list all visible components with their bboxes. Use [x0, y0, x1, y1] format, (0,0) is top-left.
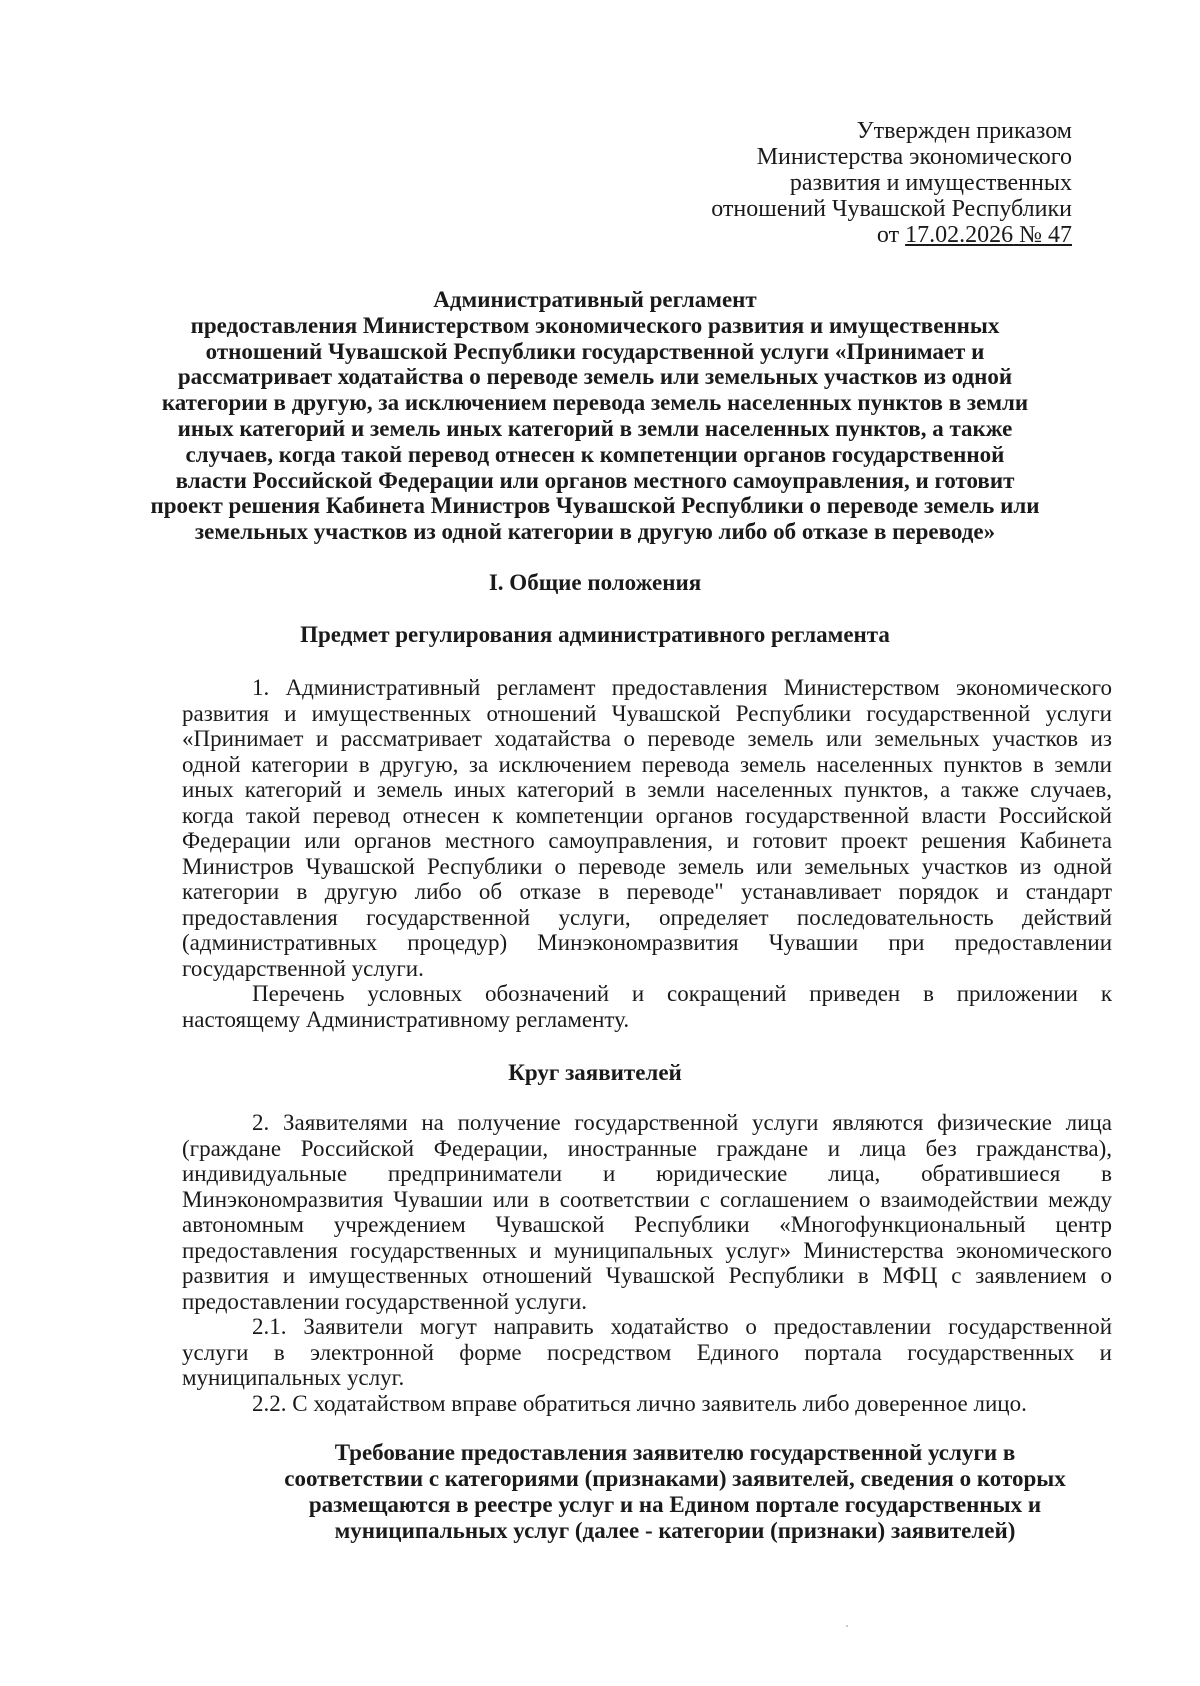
text-line: индивидуальные предприниматели и юридические лица, обратившиеся в: [182, 1161, 1112, 1186]
text-line: Минэкономразвития Чувашии или в соответствии с соглашением о взаимодействии между: [182, 1186, 1112, 1212]
subsection-heading: [230, 1440, 1120, 1544]
approval-line: Министерства экономического: [756, 144, 1072, 170]
text-line: государственной услуги.: [182, 955, 424, 981]
text-line: 2.1. Заявители могут направить ходатайство о предоставлении государственной: [252, 1314, 1112, 1339]
subsection-heading: Круг заявителей: [508, 1060, 682, 1085]
text-line: 2. Заявителями на получение государственной услуги являются физические лица: [252, 1110, 1112, 1135]
text-line: услуги в электронной форме посредством Единого портала государственных и: [182, 1339, 1112, 1365]
title-line: земельных участков из одной категории в другую либо об отказе в переводе»: [194, 519, 996, 545]
section-heading: I. Общие положения: [488, 570, 702, 595]
title-line: проект решения Кабинета Министров Чувашской Республики о переводе земель или: [150, 493, 1040, 519]
approval-line: отношений Чувашской Республики: [711, 196, 1072, 222]
heading-line: Требование предоставления заявителю государственной услуги в: [334, 1440, 1016, 1465]
title-line: категории в другую, за исключением перевода земель населенных пунктов в земли: [161, 390, 1029, 416]
text-line: когда такой перевод отнесен к компетенции органов государственной власти Российской: [182, 802, 1112, 828]
heading-line: муниципальных услуг (далее - категории (признаки) заявителей): [334, 1518, 1016, 1543]
document-title: [150, 287, 1040, 545]
approval-block: [711, 118, 1072, 248]
approval-date-line: [711, 222, 1072, 248]
heading-line: соответствии с категориями (признаками) заявителей, сведения о которых: [284, 1466, 1066, 1491]
approval-line: Утвержден приказом: [856, 118, 1072, 144]
text-line: предоставления государственных и муниципальных услуг» Министерства экономического: [182, 1237, 1112, 1263]
title-line: предоставления Министерством экономического развития и имущественных: [190, 312, 1000, 338]
text-line: Федерации или органов местного самоуправления, и готовит проект решения Кабинета: [182, 828, 1112, 853]
scan-speck: [846, 1625, 848, 1627]
text-line: предоставления государственной услуги, определяет последовательность действий: [182, 904, 1112, 930]
title-line: Административный регламент: [433, 287, 757, 312]
title-line: иных категорий и земель иных категорий в земли населенных пунктов, а также: [177, 415, 1013, 441]
text-line: 2.2. С ходатайством вправе обратиться лично заявитель либо доверенное лицо.: [252, 1390, 1027, 1416]
text-line: Перечень условных обозначений и сокращений приведен в приложении к: [252, 981, 1112, 1006]
subsection-heading: Предмет регулирования административного регламента: [300, 622, 890, 647]
paragraph-1: [182, 675, 1112, 1032]
date-prefix: от: [876, 222, 906, 248]
text-line: предоставлении государственной услуги.: [182, 1288, 588, 1314]
text-line: развития и имущественных отношений Чувашской Республики в МФЦ с заявлением о: [182, 1263, 1112, 1288]
text-line: настоящему Административному регламенту.: [182, 1006, 630, 1032]
paragraph-2: [182, 1110, 1112, 1416]
text-line: муниципальных услуг.: [182, 1365, 405, 1390]
text-line: 1. Административный регламент предоставления Министерством экономического: [252, 675, 1112, 700]
text-line: «Принимает и рассматривает ходатайства о переводе земель или земельных участков из: [182, 726, 1112, 751]
text-line: Министров Чувашской Республики о переводе земель или земельных участков из одной: [182, 853, 1112, 879]
text-line: иных категорий и земель иных категорий в земли населенных пунктов, а также случаев,: [182, 777, 1112, 802]
approval-line: развития и имущественных: [789, 170, 1072, 196]
title-line: отношений Чувашской Республики государственной услуги «Принимает и: [205, 338, 985, 364]
heading-line: размещаются в реестре услуг и на Едином портале государственных и: [308, 1492, 1042, 1517]
title-line: рассматривает ходатайства о переводе земель или земельных участков из одной: [177, 364, 1013, 390]
order-date: 17.02.2026: [905, 222, 1014, 248]
text-line: категории в другую либо об отказе в переводе" устанавливает порядок и стандарт: [182, 879, 1112, 904]
text-line: одной категории в другую, за исключением перевода земель населенных пунктов в земли: [182, 751, 1112, 777]
text-line: развития и имущественных отношений Чувашской Республики государственной услуги: [182, 700, 1112, 726]
text-line: (граждане Российской Федерации, иностранные граждане и лица без гражданства),: [182, 1135, 1112, 1161]
order-number: 47: [1048, 222, 1072, 248]
title-line: случаев, когда такой перевод отнесен к компетенции органов государственной: [185, 441, 1005, 467]
number-prefix: №: [1013, 222, 1048, 248]
text-line: (административных процедур) Минэкономразвития Чувашии при предоставлении: [182, 930, 1112, 955]
title-line: власти Российской Федерации или органов местного самоуправления, и готовит: [175, 467, 1015, 493]
text-line: автономным учреждением Чувашской Республики «Многофункциональный центр: [182, 1212, 1112, 1237]
